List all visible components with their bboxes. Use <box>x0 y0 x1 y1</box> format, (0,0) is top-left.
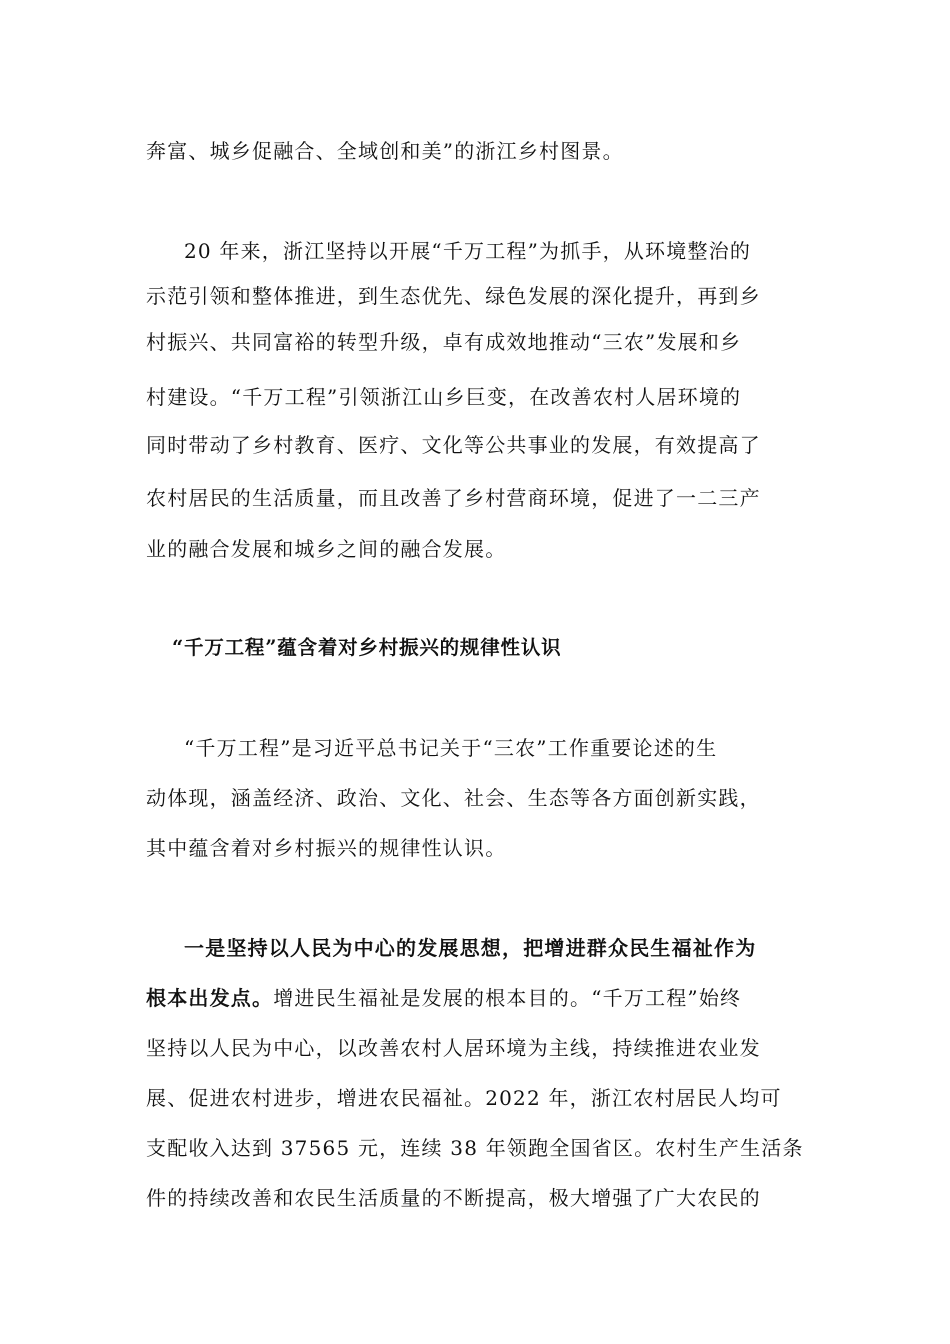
paragraph-line: 件的持续改善和农民生活质量的不断提高，极大增强了广大农民的 <box>146 1186 761 1210</box>
paragraph-line: 村振兴、共同富裕的转型升级，卓有成效地推动“三农”发展和乡 <box>146 330 742 354</box>
paragraph-line: “千万工程”是习近平总书记关于“三农”工作重要论述的生 <box>184 736 718 760</box>
paragraph-line: 农村居民的生活质量，而且改善了乡村营商环境，促进了一二三产 <box>146 486 761 510</box>
paragraph-line: 其中蕴含着对乡村振兴的规律性认识。 <box>146 836 507 860</box>
paragraph-line: 坚持以人民为中心，以改善农村人居环境为主线，持续推进农业发 <box>146 1036 761 1060</box>
paragraph-line: 村建设。“千万工程”引领浙江山乡巨变，在改善农村人居环境的 <box>146 385 742 409</box>
paragraph-line: 动体现，涵盖经济、政治、文化、社会、生态等各方面创新实践， <box>146 786 761 810</box>
section-heading: “千万工程”蕴含着对乡村振兴的规律性认识 <box>172 636 562 659</box>
paragraph-line-bold: 一是坚持以人民为中心的发展思想，把增进群众民生福祉作为 <box>184 936 757 960</box>
paragraph-line: 业的融合发展和城乡之间的融合发展。 <box>146 537 507 561</box>
paragraph-line: 展、促进农村进步，增进农民福祉。2022 年，浙江农村居民人均可 <box>146 1086 782 1110</box>
paragraph-line: 支配收入达到 37565 元，连续 38 年领跑全国省区。农村生产生活条 <box>146 1136 804 1160</box>
line-text: 增进民生福祉是发展的根本目的。“千万工程”始终 <box>273 986 742 1010</box>
paragraph-line: 20 年来，浙江坚持以开展“千万工程”为抓手，从环境整治的 <box>184 239 752 263</box>
paragraph-line: 同时带动了乡村教育、医疗、文化等公共事业的发展，有效提高了 <box>146 433 761 457</box>
paragraph-line: 示范引领和整体推进，到生态优先、绿色发展的深化提升，再到乡 <box>146 284 761 308</box>
bold-lead: 根本出发点。 <box>146 986 274 1010</box>
paragraph-line: 奔富、城乡促融合、全域创和美”的浙江乡村图景。 <box>146 139 624 163</box>
paragraph-line <box>146 984 810 1012</box>
